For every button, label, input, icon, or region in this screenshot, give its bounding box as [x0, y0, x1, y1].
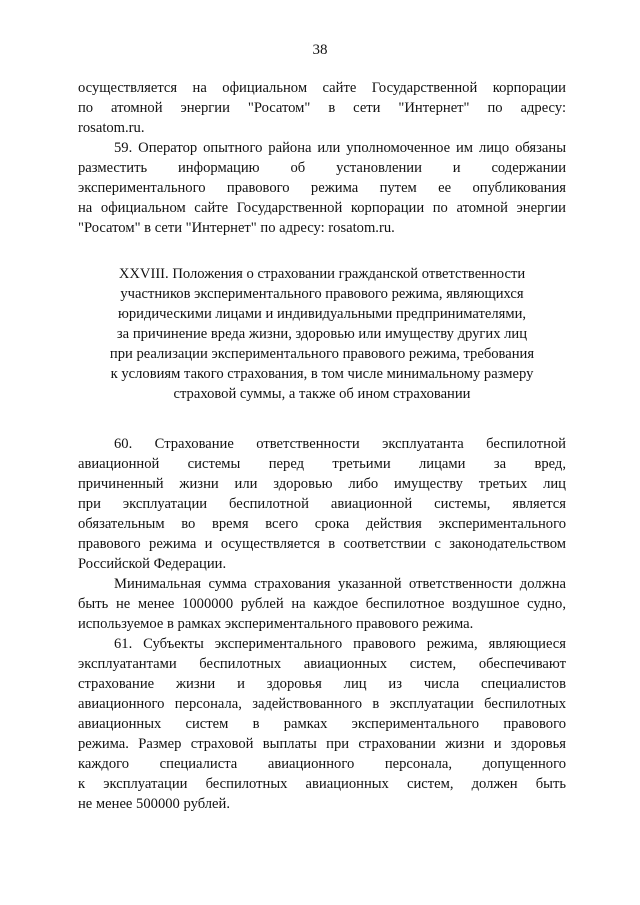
text-line: 60. Страхование ответственности эксплуатанта беспилотной: [114, 436, 566, 452]
heading-line: к условиям такого страхования, в том числе минимальному размеру: [110, 366, 534, 382]
heading-line: участников экспериментального правового режима, являющихся: [120, 286, 524, 302]
text-line: режима. Размер страховой выплаты при страховании жизни и здоровья: [78, 736, 566, 752]
text-line: используемое в рамках экспериментального правового режима.: [78, 616, 474, 632]
paragraph-top: [78, 78, 566, 138]
text-line: авиационных систем в рамках экспериментального правового: [78, 716, 566, 732]
text-line: осуществляется на официальном сайте Государственной корпорации: [78, 80, 566, 96]
text-line: быть не менее 1000000 рублей на каждое беспилотное воздушное судно,: [78, 596, 566, 612]
heading-line: страховой суммы, а также об ином страховании: [173, 386, 471, 402]
text-line: по атомной энергии "Росатом" в сети "Интернет" по адресу:: [78, 100, 566, 116]
text-line: экспериментального правового режима путем ее опубликования: [78, 180, 566, 196]
heading-line: при реализации экспериментального правового режима, требования: [109, 346, 535, 362]
text-line: эксплуатантами беспилотных авиационных систем, обеспечивают: [78, 656, 566, 672]
text-line: обязательным во время всего срока действия экспериментального: [78, 516, 566, 532]
spacer: [78, 404, 566, 434]
heading-line: за причинение вреда жизни, здоровью или имуществу других лиц: [116, 326, 528, 342]
text-line: при эксплуатации беспилотной авиационной системы, является: [78, 496, 566, 512]
text-line: "Росатом" в сети "Интернет" по адресу: rosatom.ru.: [78, 220, 395, 236]
paragraph-60-minimum: [78, 574, 566, 634]
text-line: разместить информацию об установлении и содержании: [78, 160, 566, 176]
text-line: правового режима и осуществляется в соответствии с законодательством: [78, 536, 566, 552]
text-line: авиационного персонала, задействованного в эксплуатации беспилотных: [78, 696, 566, 712]
text-line: к эксплуатации беспилотных авиационных систем, должен быть: [78, 776, 566, 792]
text-line: 59. Оператор опытного района или уполномоченное им лицо обязаны: [114, 140, 566, 156]
text-line: авиационной системы перед третьими лицами за вред,: [78, 456, 566, 472]
paragraph-59: [78, 138, 566, 238]
heading-line: юридическими лицами и индивидуальными предпринимателями,: [117, 306, 527, 322]
text-line: Минимальная сумма страхования указанной ответственности должна: [114, 576, 566, 592]
text-line: не менее 500000 рублей.: [78, 796, 230, 812]
paragraph-60: [78, 434, 566, 574]
text-line: каждого специалиста авиационного персонала, допущенного: [78, 756, 566, 772]
page-number: 38: [312, 42, 328, 58]
text-line: rosatom.ru.: [78, 120, 145, 136]
section-heading: [78, 264, 566, 404]
text-line: причиненный жизни или здоровью либо имуществу третьих лиц: [78, 476, 566, 492]
paragraph-61: [78, 634, 566, 814]
text-line: страхование жизни и здоровья лиц из числа специалистов: [78, 676, 566, 692]
heading-line: XXVIII. Положения о страховании гражданской ответственности: [118, 266, 526, 282]
document-body: [78, 78, 566, 814]
text-line: на официальном сайте Государственной корпорации по атомной энергии: [78, 200, 566, 216]
text-line: 61. Субъекты экспериментального правового режима, являющиеся: [114, 636, 566, 652]
text-line: Российской Федерации.: [78, 556, 227, 572]
